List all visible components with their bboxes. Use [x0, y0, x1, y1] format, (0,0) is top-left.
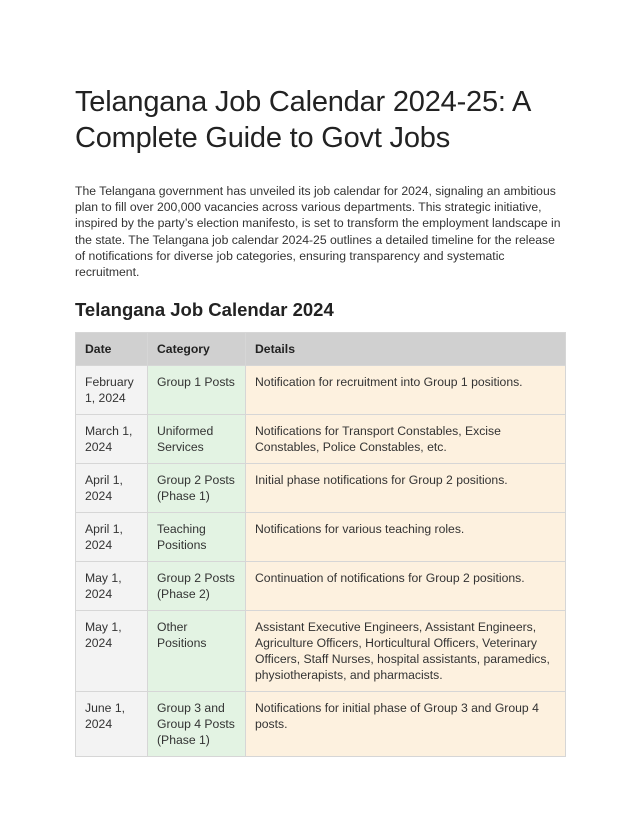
header-category: Category: [148, 333, 246, 366]
cell-category: Group 2 Posts (Phase 1): [148, 464, 246, 513]
cell-date: May 1, 2024: [76, 611, 148, 692]
cell-details: Notifications for initial phase of Group 3 and Group 4 posts.: [246, 692, 566, 757]
table-row: [76, 464, 566, 513]
table-row: [76, 692, 566, 757]
table-row: [76, 513, 566, 562]
cell-date: June 1, 2024: [76, 692, 148, 757]
table-row: [76, 366, 566, 415]
cell-details: Continuation of notifications for Group 2 positions.: [246, 562, 566, 611]
cell-date: March 1, 2024: [76, 415, 148, 464]
table-header-row: [76, 333, 566, 366]
cell-details: Notifications for various teaching roles.: [246, 513, 566, 562]
header-details: Details: [246, 333, 566, 366]
cell-category: Group 1 Posts: [148, 366, 246, 415]
cell-category: Uniformed Services: [148, 415, 246, 464]
header-date: Date: [76, 333, 148, 366]
cell-category: Group 2 Posts (Phase 2): [148, 562, 246, 611]
intro-paragraph: The Telangana government has unveiled its job calendar for 2024, signaling an ambitious plan to fill over 200,000 vacancies across various departments. This strategic initiative, inspired by the party’s election manifesto, is set to transform the employment landscape in the state. The Telangana job calendar 2024-25 outlines a detailed timeline for the release of notifications for diverse job categories, ensuring transparency and systematic recruitment.: [75, 184, 561, 280]
cell-date: February 1, 2024: [76, 366, 148, 415]
cell-date: May 1, 2024: [76, 562, 148, 611]
cell-category: Other Positions: [148, 611, 246, 692]
page-title: Telangana Job Calendar 2024-25: A Complete Guide to Govt Jobs: [75, 86, 530, 154]
table-row: [76, 562, 566, 611]
table-row: [76, 611, 566, 692]
table-row: [76, 415, 566, 464]
cell-date: April 1, 2024: [76, 464, 148, 513]
cell-details: Initial phase notifications for Group 2 positions.: [246, 464, 566, 513]
cell-details: Notifications for Transport Constables, Excise Constables, Police Constables, etc.: [246, 415, 566, 464]
cell-category: Teaching Positions: [148, 513, 246, 562]
section-heading: Telangana Job Calendar 2024: [75, 299, 334, 321]
cell-category: Group 3 and Group 4 Posts (Phase 1): [148, 692, 246, 757]
document-page: [75, 84, 565, 757]
cell-details: Assistant Executive Engineers, Assistant Engineers, Agriculture Officers, Horticultural Officers, Veterinary Officers, Staff Nurses, hospital assistants, paramedics, physiotherapists, and pharmacists.: [246, 611, 566, 692]
job-calendar-table: [75, 332, 566, 757]
cell-details: Notification for recruitment into Group 1 positions.: [246, 366, 566, 415]
cell-date: April 1, 2024: [76, 513, 148, 562]
